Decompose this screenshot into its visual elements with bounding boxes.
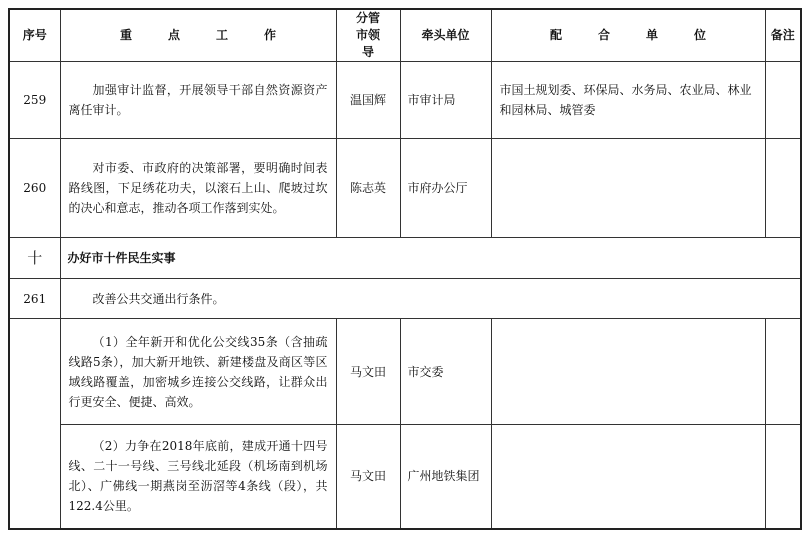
row-lead-unit: 市审计局: [400, 62, 491, 139]
header-coop-unit: 配 合 单 位: [491, 9, 765, 62]
row-note: [765, 139, 801, 238]
row-work: [60, 62, 336, 139]
subrow-work: [60, 319, 336, 425]
table-row: [9, 139, 801, 238]
row-seq: 260: [9, 139, 60, 238]
header-row: [9, 9, 801, 62]
subrow-work-text: （1）全年新开和优化公交线35条（含抽疏线路5条），加大新开地铁、新建楼盘及商区等区域线路覆盖，加密城乡连接公交线路，让群众出行更安全、便捷、高效。: [68, 334, 328, 409]
header-seq: 序号: [9, 9, 60, 62]
subrow-coop-unit: [491, 425, 765, 529]
row-lead-unit: 市府办公厅: [400, 139, 491, 238]
section-row: [9, 238, 801, 279]
row-work-text: 加强审计监督，开展领导干部自然资源资产离任审计。: [68, 83, 328, 117]
row-work: [60, 139, 336, 238]
row-leader: 温国辉: [336, 62, 400, 139]
header-leader-text: 分管市领导: [355, 11, 380, 59]
item-row: [9, 279, 801, 319]
subrow-note: [765, 425, 801, 529]
row-leader: 陈志英: [336, 139, 400, 238]
row-coop-unit: [491, 139, 765, 238]
key-work-table: [8, 8, 802, 530]
header-work: 重 点 工 作: [60, 9, 336, 62]
subrow-lead-unit: 市交委: [400, 319, 491, 425]
section-title: 办好市十件民生实事: [60, 238, 801, 279]
row-coop-unit: 市国土规划委、环保局、水务局、农业局、林业和园林局、城管委: [491, 62, 765, 139]
subrow: [9, 319, 801, 425]
item-work-text: 改善公共交通出行条件。: [92, 291, 225, 306]
subrow: [9, 425, 801, 529]
subrow-work-text: （2）力争在2018年底前，建成开通十四号线、二十一号线、三号线北延段（机场南到机场北）、广佛线一期燕岗至沥滘等4条线（段），共122.4公里。: [68, 439, 328, 514]
row-note: [765, 62, 801, 139]
header-note: 备注: [765, 9, 801, 62]
subrow-leader: 马文田: [336, 319, 400, 425]
item-work: [60, 279, 801, 319]
item-seq: 261: [9, 279, 60, 319]
section-number: 十: [9, 238, 60, 279]
header-lead-unit: 牵头单位: [400, 9, 491, 62]
subrow-coop-unit: [491, 319, 765, 425]
subrow-work: [60, 425, 336, 529]
subrow-note: [765, 319, 801, 425]
subrow-seq-blank: [9, 319, 60, 529]
subrow-leader: 马文田: [336, 425, 400, 529]
subrow-lead-unit: 广州地铁集团: [400, 425, 491, 529]
table-row: [9, 62, 801, 139]
header-leader: [336, 9, 400, 62]
row-seq: 259: [9, 62, 60, 139]
row-work-text: 对市委、市政府的决策部署，要明确时间表路线图，下足绣花功夫，以滚石上山、爬坡过坎的决心和意志，推动各项工作落到实处。: [68, 161, 328, 215]
